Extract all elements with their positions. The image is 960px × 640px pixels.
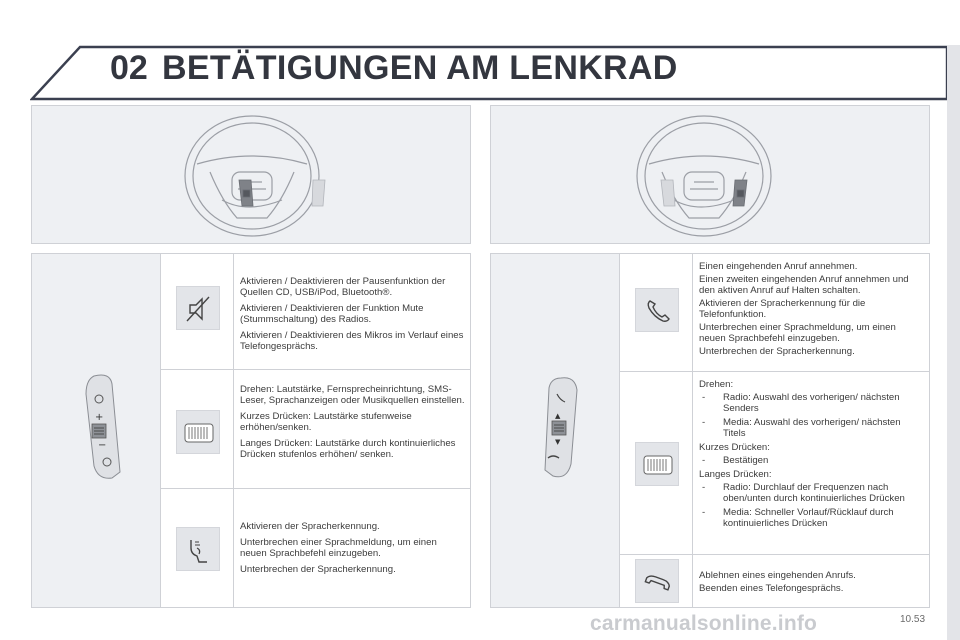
description-line: Einen eingehenden Anruf annehmen. [699, 261, 858, 272]
table-row [620, 372, 930, 555]
description-line: Drehen: Lautstärke, Fernsprecheinrichtung, SMS-Leser, Sprachanzeigen oder Musikquellen einstellen. [240, 384, 465, 406]
left-control-pad-illustration [32, 254, 161, 607]
description-line: Aktivieren / Deaktivieren des Mikros im Verlauf eines Telefongesprächs. [240, 330, 464, 352]
svg-text:−: − [98, 440, 107, 451]
turn-label: Drehen: [699, 379, 734, 390]
speaker-mute-icon [176, 286, 220, 330]
page-title: BETÄTIGUNGEN AM LENKRAD [162, 49, 678, 87]
steering-wheel-icon [32, 106, 472, 245]
control-pad-icon [32, 254, 161, 609]
list-item: - Media: Schneller Vorlauf/Rücklauf durch kontinuierliches Drücken [702, 507, 894, 529]
short-press-label: Kurzes Drücken: [699, 442, 770, 453]
side-strip [947, 45, 960, 640]
right-control-pad-illustration [491, 254, 620, 607]
chapter-number: 02 [110, 49, 148, 87]
description-line: Beenden eines Telefongesprächs. [699, 583, 844, 594]
phone-hangup-icon [635, 559, 679, 603]
page-header [30, 45, 958, 101]
steering-wheel-right-illustration [490, 105, 930, 244]
table-row [620, 254, 930, 372]
table-row [161, 489, 471, 608]
steering-wheel-icon [491, 106, 931, 245]
description-line: Unterbrechen der Spracherkennung. [240, 564, 396, 575]
list-item: - Media: Auswahl des vorherigen/ nächsten Titels [702, 417, 901, 439]
thumbwheel-icon [635, 442, 679, 486]
thumbwheel-icon [176, 410, 220, 454]
list-item: - Radio: Auswahl des vorherigen/ nächsten Senders [702, 392, 900, 414]
row-text [699, 379, 924, 532]
description-line: Unterbrechen der Spracherkennung. [699, 346, 855, 357]
row-text [240, 384, 465, 465]
page-number: 10.53 [900, 614, 926, 625]
description-line: Kurzes Drücken: Lautstärke stufenweise erhöhen/senken. [240, 411, 412, 433]
row-text [699, 261, 924, 359]
table-row [620, 555, 930, 608]
description-line: Aktivieren / Deaktivieren der Pausenfunktion der Quellen CD, USB/iPod, Bluetooth®. [240, 276, 446, 298]
description-line: Unterbrechen einer Sprachmeldung, um einen neuen Sprachbefehl einzugeben. [240, 537, 437, 559]
phone-handset-icon [635, 288, 679, 332]
description-line: Aktivieren / Deaktivieren der Funktion Mute (Stummschaltung) des Radios. [240, 303, 424, 325]
table-row [161, 370, 471, 489]
description-line: Einen zweiten eingehenden Anruf annehmen und den aktiven Anruf auf Halten schalten. [699, 274, 909, 296]
description-line: Aktivieren der Spracherkennung. [240, 521, 380, 532]
description-line: Unterbrechen einer Sprachmeldung, um einen neuen Sprachbefehl einzugeben. [699, 322, 896, 344]
description-line: Aktivieren der Spracherkennung für die Telefonfunktion. [699, 298, 866, 320]
right-controls-table [490, 253, 930, 608]
watermark: carmanualsonline.info [590, 612, 818, 635]
left-controls-table [31, 253, 471, 608]
long-press-label: Langes Drücken: [699, 469, 772, 480]
voice-command-icon [176, 527, 220, 571]
steering-wheel-left-illustration [31, 105, 471, 244]
svg-text:▼: ▼ [555, 438, 561, 446]
svg-text:+: + [95, 412, 104, 423]
list-item: - Bestätigen [702, 455, 769, 466]
description-line: Ablehnen eines eingehenden Anrufs. [699, 570, 856, 581]
row-text [699, 570, 924, 596]
control-pad-icon [491, 254, 620, 609]
table-row [161, 254, 471, 370]
row-text [240, 521, 465, 580]
list-item: - Radio: Durchlauf der Frequenzen nach oben/unten durch kontinuierliches Drücken [702, 482, 905, 504]
description-line: Langes Drücken: Lautstärke durch kontinuierliches Drücken stufenlos erhöhen/ senken. [240, 438, 456, 460]
svg-text:▲: ▲ [555, 412, 561, 420]
row-text [240, 276, 465, 357]
